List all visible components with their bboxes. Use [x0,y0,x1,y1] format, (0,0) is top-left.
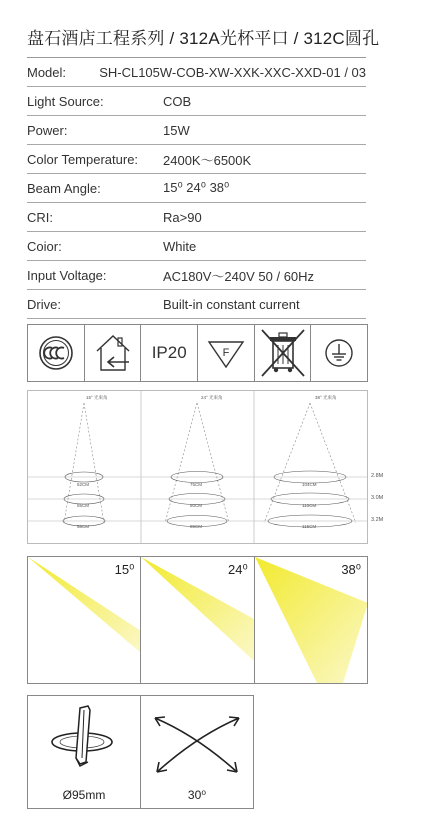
spec-row-power [27,116,366,145]
spot-diameter: 80CM [190,503,203,508]
beam-angle-label: 15° 光束角 [86,395,108,400]
spec-value: White [163,238,197,254]
certification-icons [27,324,368,382]
spot-diameter: 58CM [77,524,90,529]
beam-fan-38 [255,557,367,683]
ip20-rating [141,325,198,381]
spec-key: Light Source: [27,93,104,109]
luminaire-profile-icon [28,696,140,786]
spec-key: Model: [27,64,67,80]
mount-height-label: 2.8M [371,473,384,479]
spec-value: COB [163,93,192,109]
beam-angle-label: 38° 光束角 [315,395,337,400]
page-title: 盘石酒店工程系列 / 312A光杯平口 / 312C圆孔 [27,29,380,48]
spec-key: Power: [27,122,68,138]
dimension-panels [27,695,254,809]
spot-diameter: 115CM [302,524,317,529]
mount-height-label: 3.0M [371,495,384,501]
tilt-arrows-icon [141,696,253,786]
spot-diameter: 55CM [77,503,90,508]
ground-protection-icon [311,325,367,381]
spot-diameter: 110CM [302,503,317,508]
spec-value: 2400K～6500K [163,152,252,168]
spec-key: Color Temperature: [27,151,139,167]
beam-fan-24 [141,557,254,683]
spec-row-beam-angle [27,174,366,203]
beam-spread-drawing [28,391,367,543]
spot-diameter: 52CM [77,482,90,487]
beam-angle-value: 38⁰ [341,562,361,577]
diameter-label: Ø95mm [62,788,106,802]
spot-diameter: 104CM [302,482,317,487]
spec-row-drive [27,290,366,319]
spec-value: AC180V～240V 50 / 60Hz [163,268,315,284]
beam-angle-label: 24° 光束角 [201,395,223,400]
tilt-angle-panel [141,696,253,808]
spec-value: SH-CL105W-COB-XW-XXK-XXC-XXD-01 / 03 [99,64,366,80]
spec-row-color [27,232,366,261]
spec-row-light-source [27,87,366,116]
beam-angle-illustrations [27,556,368,684]
ip20-label: IP20 [151,343,187,362]
beam-fan-15 [28,557,141,683]
spec-table [27,57,366,319]
spec-value: Built-in constant current [163,296,300,312]
spec-key: CRI: [27,209,53,225]
f-mark-letter: F [222,347,230,359]
spec-key: Beam Angle: [27,180,101,196]
f-mark-icon [198,325,255,381]
spec-row-model [27,58,366,87]
spec-key: Coior: [27,238,62,254]
beam-angle-value: 24⁰ [227,562,248,577]
mount-height-label: 3.2M [371,517,384,523]
tilt-label: 30⁰ [187,788,207,802]
spot-diameter: 75CM [190,482,203,487]
spot-diameter: 85CM [190,524,203,529]
spec-key: Drive: [27,296,61,312]
spec-value: 15W [163,122,190,138]
ccc-certification-icon [28,325,85,381]
weee-crossed-bin-icon [255,325,312,381]
spec-row-color-temperature [27,145,366,174]
beam-angle-value: 15⁰ [114,562,135,577]
spec-value: 15⁰ 24⁰ 38⁰ [163,180,230,195]
beam-spread-diagram [27,390,384,544]
spec-key: Input Voltage: [27,267,107,283]
indoor-use-icon [85,325,142,381]
cutout-diameter-panel [28,696,141,808]
spec-row-input-voltage [27,261,366,290]
spec-value: Ra>90 [163,209,202,225]
spec-row-cri [27,203,366,232]
